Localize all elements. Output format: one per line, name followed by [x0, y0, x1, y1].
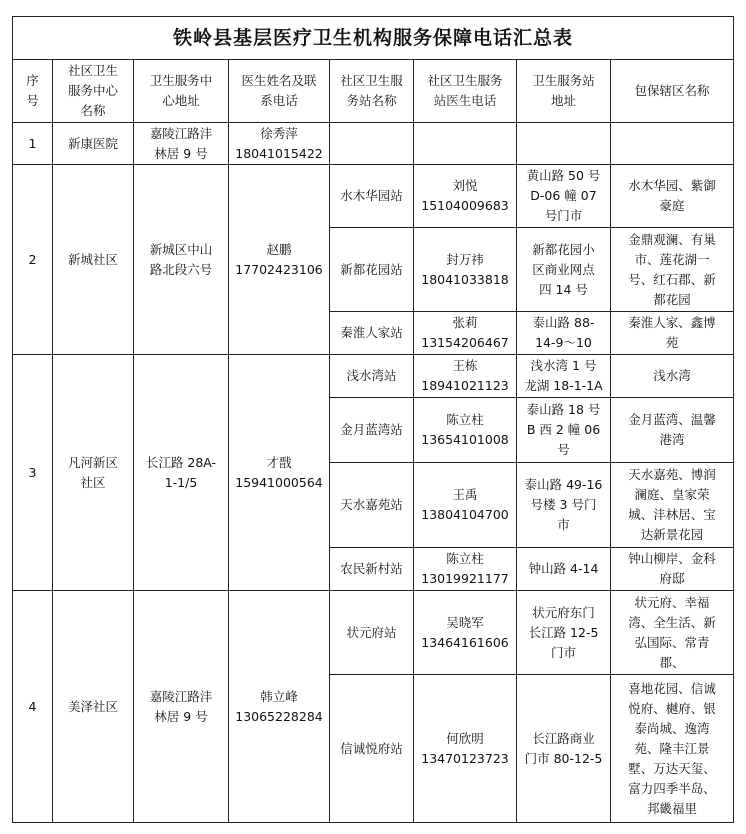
header-cell-doctor: 医生姓名及联 系电话 [229, 60, 330, 123]
cell-center-address: 嘉陵江路沣 林居 9 号 [134, 591, 229, 823]
header-cell-station: 社区卫生服 务站名称 [330, 60, 414, 123]
header-cell-center-address: 卫生服务中 心地址 [134, 60, 229, 123]
cell-center-name: 新康医院 [53, 123, 134, 165]
cell-doctor: 韩立峰 13065228284 [229, 591, 330, 823]
cell-station-name: 秦淮人家站 [330, 312, 414, 355]
cell-station-name: 新都花园站 [330, 228, 414, 312]
cell-area: 金鼎观澜、有巢 市、莲花湖一 号、红石郡、新 都花园 [611, 228, 734, 312]
cell-center-name: 美泽社区 [53, 591, 134, 823]
table-row [13, 123, 734, 165]
cell-station-phone: 陈立柱 13654101008 [414, 398, 517, 463]
cell-no: 3 [13, 355, 53, 591]
cell-station-name: 状元府站 [330, 591, 414, 675]
table-row [13, 355, 734, 398]
header-row [13, 60, 734, 123]
cell-station-name: 金月蓝湾站 [330, 398, 414, 463]
cell-area: 钟山柳岸、金科 府邸 [611, 548, 734, 591]
cell-area: 浅水湾 [611, 355, 734, 398]
cell-station-phone: 王禹 13804104700 [414, 463, 517, 548]
cell-no: 4 [13, 591, 53, 823]
cell-station-address: 状元府东门 长江路 12-5 门市 [517, 591, 611, 675]
cell-station-phone: 刘悦 15104009683 [414, 165, 517, 228]
cell-center-address: 嘉陵江路沣 林居 9 号 [134, 123, 229, 165]
cell-no: 2 [13, 165, 53, 355]
table-title: 铁岭县基层医疗卫生机构服务保障电话汇总表 [13, 17, 734, 60]
cell-station-address: 钟山路 4-14 [517, 548, 611, 591]
cell-doctor: 才戬 15941000564 [229, 355, 330, 591]
cell-doctor: 徐秀萍 18041015422 [229, 123, 330, 165]
cell-center-name: 凡河新区 社区 [53, 355, 134, 591]
cell-station-phone: 吴晓军 13464161606 [414, 591, 517, 675]
cell-center-address: 长江路 28A- 1-1/5 [134, 355, 229, 591]
cell-station-phone: 封万祎 18041033818 [414, 228, 517, 312]
header-cell-station-phone: 社区卫生服务 站医生电话 [414, 60, 517, 123]
cell-center-name: 新城社区 [53, 165, 134, 355]
summary-table-container [12, 16, 733, 823]
cell-station-name: 农民新村站 [330, 548, 414, 591]
cell-station-name: 浅水湾站 [330, 355, 414, 398]
cell-station-name: 天水嘉苑站 [330, 463, 414, 548]
cell-station-address: 长江路商业 门市 80-12-5 [517, 675, 611, 823]
table-body [13, 123, 734, 823]
cell-station-address: 泰山路 49-16 号楼 3 号门 市 [517, 463, 611, 548]
header-cell-area: 包保辖区名称 [611, 60, 734, 123]
cell-no: 1 [13, 123, 53, 165]
cell-area: 秦淮人家、鑫博 苑 [611, 312, 734, 355]
cell-station-phone: 何欣明 13470123723 [414, 675, 517, 823]
header-cell-no: 序 号 [13, 60, 53, 123]
summary-table [12, 16, 734, 823]
cell-station-phone [414, 123, 517, 165]
cell-station-phone: 张莉 13154206467 [414, 312, 517, 355]
header-cell-station-address: 卫生服务站 地址 [517, 60, 611, 123]
cell-station-name: 水木华园站 [330, 165, 414, 228]
header-cell-center: 社区卫生 服务中心 名称 [53, 60, 134, 123]
cell-station-name [330, 123, 414, 165]
cell-doctor: 赵鹏 17702423106 [229, 165, 330, 355]
cell-area: 天水嘉苑、博润 澜庭、皇家荣 城、沣林居、宝 达新景花园 [611, 463, 734, 548]
cell-station-address: 浅水湾 1 号 龙湖 18-1-1A [517, 355, 611, 398]
cell-station-name: 信诚悦府站 [330, 675, 414, 823]
cell-area: 状元府、幸福 湾、全生活、新 弘国际、常青 郡、 [611, 591, 734, 675]
cell-station-phone: 王栋 18941021123 [414, 355, 517, 398]
cell-station-address [517, 123, 611, 165]
cell-station-phone: 陈立柱 13019921177 [414, 548, 517, 591]
table-row [13, 591, 734, 675]
cell-area: 喜地花园、信诚 悦府、樾府、银 泰尚城、逸湾 苑、隆丰江景 墅、万达天玺、 富力四季半岛、 邦畿福里 [611, 675, 734, 823]
cell-station-address: 黄山路 50 号 D-06 幢 07 号门市 [517, 165, 611, 228]
cell-area [611, 123, 734, 165]
cell-station-address: 新都花园小 区商业网点 四 14 号 [517, 228, 611, 312]
cell-station-address: 泰山路 18 号 B 西 2 幢 06 号 [517, 398, 611, 463]
cell-area: 水木华园、紫御 豪庭 [611, 165, 734, 228]
table-row [13, 165, 734, 228]
cell-center-address: 新城区中山 路北段六号 [134, 165, 229, 355]
cell-area: 金月蓝湾、温馨 港湾 [611, 398, 734, 463]
cell-station-address: 泰山路 88- 14-9～10 [517, 312, 611, 355]
